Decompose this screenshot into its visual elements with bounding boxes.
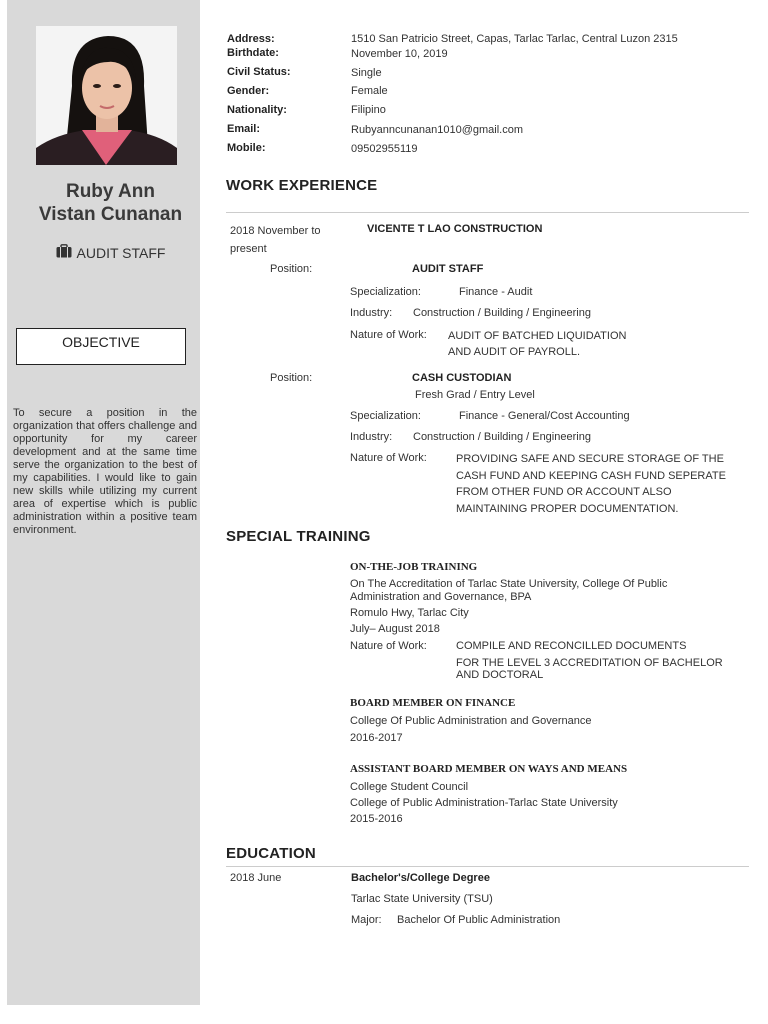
specialization-label-2: Specialization: bbox=[350, 410, 421, 422]
nature-1 bbox=[448, 328, 626, 360]
ojt-nature-label: Nature of Work: bbox=[350, 640, 427, 652]
work-experience-heading: WORK EXPERIENCE bbox=[226, 177, 378, 194]
nature-2-line-2: CASH FUND AND KEEPING CASH FUND SEPERATE bbox=[456, 469, 726, 482]
ojt-title: ON-THE-JOB TRAINING bbox=[350, 561, 478, 573]
briefcase-icon bbox=[56, 244, 72, 261]
birthdate-label: Birthdate: bbox=[227, 47, 279, 59]
role-title bbox=[14, 244, 207, 261]
birthdate-value: November 10, 2019 bbox=[351, 48, 448, 60]
portrait-icon bbox=[36, 26, 177, 165]
special-training-heading: SPECIAL TRAINING bbox=[226, 528, 371, 545]
company-name: VICENTE T LAO CONSTRUCTION bbox=[367, 223, 543, 235]
address-label: Address: bbox=[227, 33, 275, 45]
asst-title: ASSISTANT BOARD MEMBER ON WAYS AND MEANS bbox=[350, 763, 628, 775]
industry-2: Construction / Building / Engineering bbox=[413, 431, 591, 443]
position-2: CASH CUSTODIAN bbox=[412, 372, 512, 384]
education-date: 2018 June bbox=[230, 872, 282, 884]
ojt-nature-line-2: FOR THE LEVEL 3 ACCREDITATION OF BACHELOR bbox=[456, 656, 723, 669]
asst-years: 2015-2016 bbox=[350, 813, 403, 825]
education-heading: EDUCATION bbox=[226, 845, 316, 862]
nature-2-line-1: PROVIDING SAFE AND SECURE STORAGE OF THE bbox=[456, 453, 724, 465]
nature-1-line-1: AUDIT OF BATCHED LIQUIDATION bbox=[448, 330, 627, 342]
ojt-line-1: On The Accreditation of Tarlac State University, College Of Public bbox=[350, 578, 668, 590]
ojt-nature-line-1: COMPILE AND RECONCILLED DOCUMENTS bbox=[456, 640, 687, 652]
ojt-line-2: Administration and Governance, BPA bbox=[350, 590, 532, 603]
email-value: Rubyanncunanan1010@gmail.com bbox=[351, 124, 523, 136]
name-line-2: Vistan Cunanan bbox=[38, 204, 183, 225]
nature-label-2: Nature of Work: bbox=[350, 452, 427, 464]
nature-label-1: Nature of Work: bbox=[350, 329, 427, 341]
objective-text: To secure a position in the organization that offers challenge and opportunity for my career development and at the same time serve the organization to the best of my capabilities. I would like to gain new skills while utilizing my current area of expertise which is public administration within a positive team environment. bbox=[13, 407, 197, 536]
ojt-nature bbox=[456, 639, 748, 681]
board-org: College Of Public Administration and Governance bbox=[350, 715, 592, 727]
industry-label-1: Industry: bbox=[350, 307, 393, 319]
position-label-2: Position: bbox=[270, 372, 313, 384]
nationality-label: Nationality: bbox=[227, 104, 287, 116]
position-label-1: Position: bbox=[270, 263, 313, 275]
position-1: AUDIT STAFF bbox=[412, 263, 484, 275]
major: Bachelor Of Public Administration bbox=[397, 914, 561, 926]
work-divider bbox=[226, 212, 749, 213]
profile-photo bbox=[36, 26, 177, 165]
objective-heading: OBJECTIVE bbox=[16, 328, 186, 365]
nationality-value: Filipino bbox=[351, 104, 386, 116]
gender-value: Female bbox=[351, 85, 388, 97]
ojt-location: Romulo Hwy, Tarlac City bbox=[350, 607, 469, 619]
asst-org-2: College of Public Administration-Tarlac State University bbox=[350, 797, 618, 809]
nature-2-line-3: FROM OTHER FUND OR ACCOUNT ALSO bbox=[456, 486, 672, 498]
degree: Bachelor's/College Degree bbox=[351, 872, 490, 884]
ojt-nature-line-3: AND DOCTORAL bbox=[456, 669, 544, 681]
address-value: 1510 San Patricio Street, Capas, Tarlac Tarlac, Central Luzon 2315 bbox=[351, 33, 678, 45]
ojt-description bbox=[350, 578, 740, 603]
mobile-label: Mobile: bbox=[227, 142, 266, 154]
school: Tarlac State University (TSU) bbox=[351, 893, 493, 905]
education-divider bbox=[226, 866, 749, 867]
name-line-1: Ruby Ann bbox=[65, 181, 155, 202]
board-title: BOARD MEMBER ON FINANCE bbox=[350, 697, 516, 709]
work-date: 2018 November to present bbox=[230, 225, 321, 255]
role-label: AUDIT STAFF bbox=[76, 244, 166, 261]
board-years: 2016-2017 bbox=[350, 732, 403, 744]
industry-1: Construction / Building / Engineering bbox=[413, 307, 591, 319]
nature-1-line-2: AND AUDIT OF PAYROLL. bbox=[448, 346, 581, 358]
civil-status-value: Single bbox=[351, 67, 382, 79]
career-level-2: Fresh Grad / Entry Level bbox=[415, 389, 535, 401]
nature-2 bbox=[456, 451, 726, 517]
mobile-value: 09502955119 bbox=[351, 143, 418, 155]
nature-2-line-4: MAINTAINING PROPER DOCUMENTATION. bbox=[456, 502, 679, 515]
gender-label: Gender: bbox=[227, 85, 270, 97]
email-label: Email: bbox=[227, 123, 261, 135]
specialization-1: Finance - Audit bbox=[459, 286, 533, 298]
specialization-label-1: Specialization: bbox=[350, 286, 421, 298]
ojt-date: July– August 2018 bbox=[350, 623, 440, 635]
candidate-name bbox=[14, 180, 207, 226]
industry-label-2: Industry: bbox=[350, 431, 393, 443]
civil-status-label: Civil Status: bbox=[227, 66, 291, 78]
asst-org-1: College Student Council bbox=[350, 781, 469, 793]
specialization-2: Finance - General/Cost Accounting bbox=[459, 410, 630, 422]
major-label: Major: bbox=[351, 914, 382, 926]
